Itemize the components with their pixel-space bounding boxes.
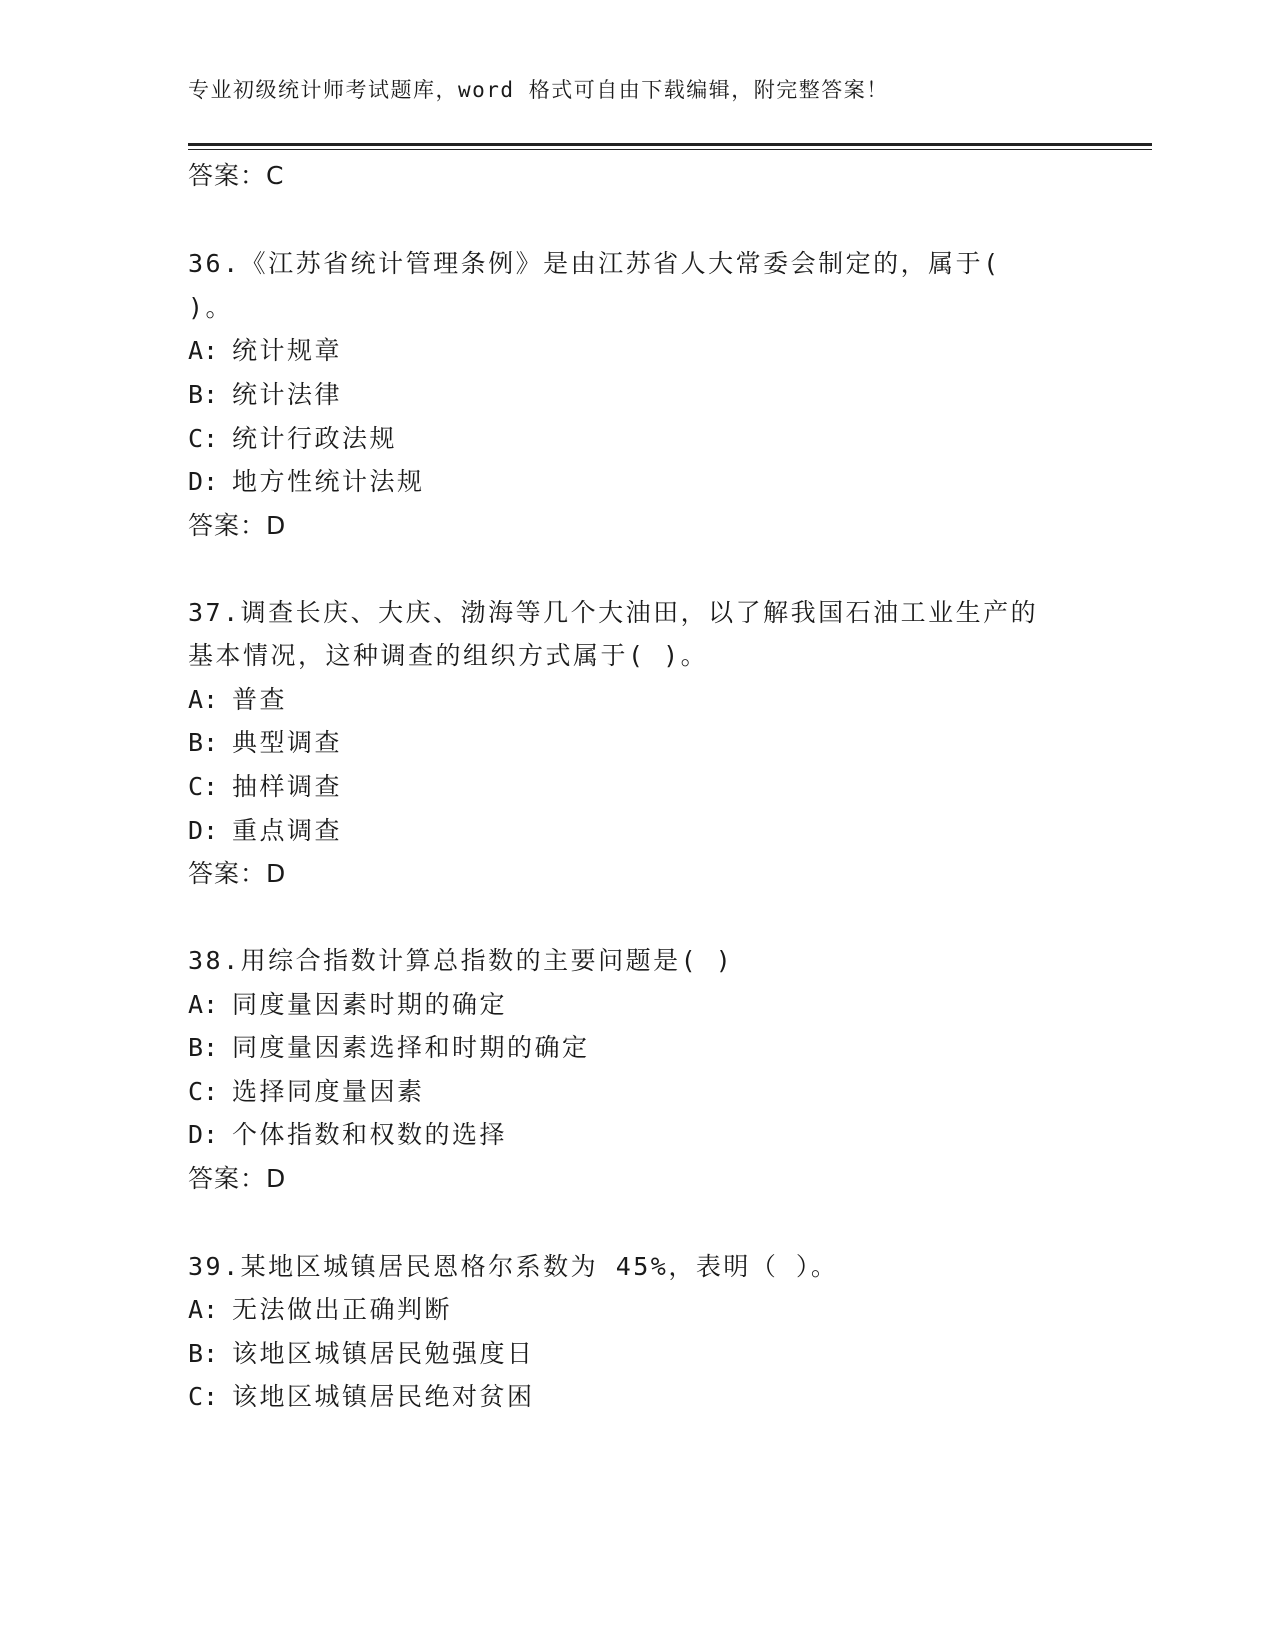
option-text: 无法做出正确判断 (232, 1295, 453, 1324)
question-38-answer: 答案：D (188, 1164, 287, 1193)
question-38-option-b (188, 1028, 590, 1064)
question-37-option-b (188, 723, 342, 759)
option-letter: B: (188, 1033, 219, 1062)
question-38-stem-line-1: 38.用综合指数计算总指数的主要问题是( ) (188, 946, 734, 975)
option-text: 普查 (232, 685, 288, 714)
header-rule-thin (188, 149, 1152, 150)
question-36-option-c (188, 419, 397, 455)
question-37-answer: 答案：D (188, 859, 287, 888)
option-text: 地方性统计法规 (232, 467, 425, 496)
question-36-option-b (188, 375, 342, 411)
question-38-option-c (188, 1072, 425, 1108)
question-37-stem-line-2: 基本情况，这种调查的组织方式属于( )。 (188, 641, 709, 670)
option-letter: C: (188, 772, 219, 801)
question-36-answer: 答案：D (188, 511, 287, 540)
option-letter: C: (188, 1077, 219, 1106)
question-39-option-a (188, 1290, 452, 1326)
question-36-option-a (188, 331, 342, 367)
option-text: 选择同度量因素 (232, 1077, 425, 1106)
question-37-option-d (188, 811, 342, 847)
option-text: 个体指数和权数的选择 (232, 1120, 508, 1149)
option-text: 该地区城镇居民绝对贫困 (232, 1382, 535, 1411)
option-text: 统计法律 (232, 380, 343, 409)
header-note: 专业初级统计师考试题库，word 格式可自由下载编辑，附完整答案！ (188, 78, 889, 102)
question-39-stem-line-1: 39.某地区城镇居民恩格尔系数为 45%，表明（ ）。 (188, 1252, 839, 1281)
option-letter: A: (188, 336, 219, 365)
question-37-option-c (188, 767, 342, 803)
header-rule-thick (188, 143, 1152, 146)
answer-prev: 答案：C (188, 161, 285, 190)
option-letter: D: (188, 816, 219, 845)
question-36-option-d (188, 462, 425, 498)
option-text: 同度量因素时期的确定 (232, 990, 508, 1019)
question-39-option-b (188, 1334, 535, 1370)
option-letter: C: (188, 1382, 219, 1411)
question-36-stem-line-1: 36.《江苏省统计管理条例》是由江苏省人大常委会制定的，属于( (188, 249, 1001, 278)
question-38-option-d (188, 1115, 507, 1151)
option-letter: A: (188, 990, 219, 1019)
option-letter: A: (188, 1295, 219, 1324)
question-39-option-c (188, 1377, 535, 1413)
question-37-option-a (188, 680, 287, 716)
question-37-stem-line-1: 37.调查长庆、大庆、渤海等几个大油田，以了解我国石油工业生产的 (188, 598, 1039, 627)
option-text: 抽样调查 (232, 772, 343, 801)
option-letter: B: (188, 1339, 219, 1368)
option-text: 统计行政法规 (232, 424, 398, 453)
option-text: 统计规章 (232, 336, 343, 365)
option-text: 典型调查 (232, 728, 343, 757)
option-letter: D: (188, 1120, 219, 1149)
option-letter: B: (188, 728, 219, 757)
option-text: 该地区城镇居民勉强度日 (232, 1339, 535, 1368)
question-38-option-a (188, 985, 507, 1021)
option-letter: D: (188, 467, 219, 496)
option-letter: A: (188, 685, 219, 714)
question-36-stem-line-2: )。 (188, 293, 234, 322)
option-text: 同度量因素选择和时期的确定 (232, 1033, 590, 1062)
option-letter: C: (188, 424, 219, 453)
option-text: 重点调查 (232, 816, 343, 845)
option-letter: B: (188, 380, 219, 409)
